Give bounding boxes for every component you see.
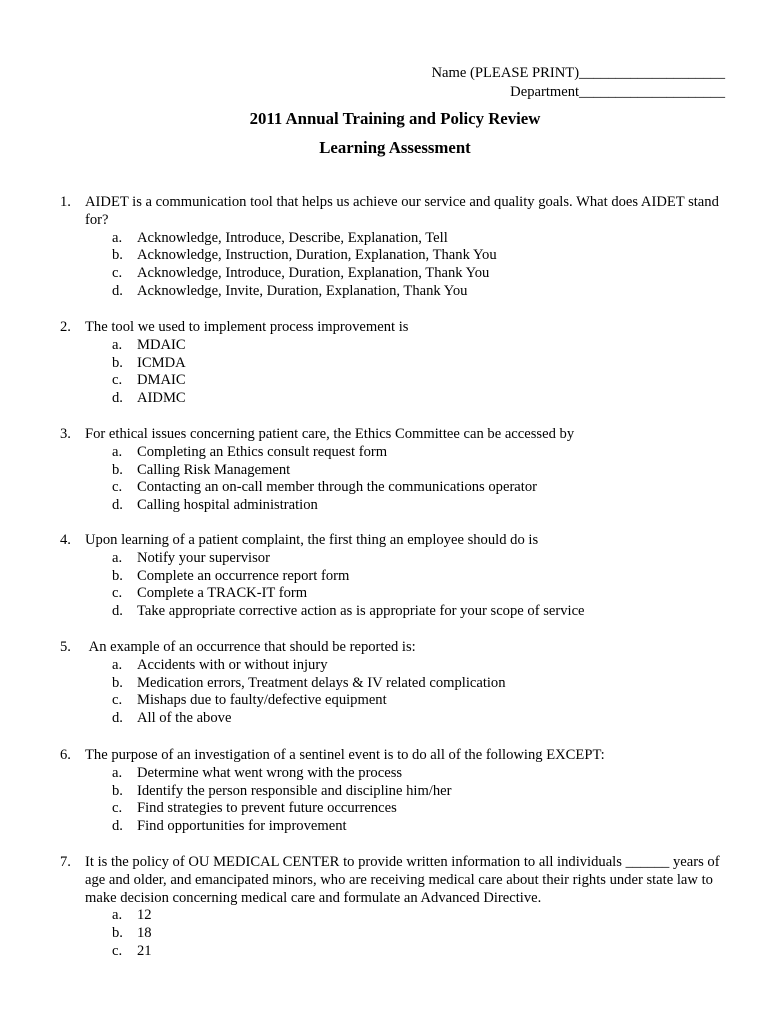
option-text: Contacting an on-call member through the communications operator <box>137 479 537 496</box>
question-text: AIDET is a communication tool that helps us achieve our service and quality goals. What does AIDET stand for? <box>85 194 723 228</box>
question-text: Upon learning of a patient complaint, the first thing an employee should do is <box>85 532 539 548</box>
answer-option <box>112 265 720 283</box>
option-text: Determine what went wrong with the process <box>137 764 403 781</box>
question-number: 2. <box>60 319 71 335</box>
option-letter: a. <box>112 229 123 246</box>
answer-option <box>112 818 720 836</box>
option-list <box>112 907 720 960</box>
answer-option <box>112 568 720 586</box>
question-number: 4. <box>60 532 71 548</box>
question-stem <box>60 194 723 230</box>
question-number: 7. <box>60 854 71 870</box>
answer-option <box>112 603 720 621</box>
answer-option <box>112 550 720 568</box>
question-2 <box>60 319 720 408</box>
answer-option <box>112 585 720 603</box>
option-letter: a. <box>112 336 123 353</box>
option-text: All of the above <box>137 710 232 727</box>
answer-option <box>112 692 720 710</box>
option-letter: b. <box>112 674 123 691</box>
option-letter: b. <box>112 461 123 478</box>
answer-option <box>112 462 720 480</box>
question-stem <box>60 854 724 907</box>
option-letter: c. <box>112 585 123 602</box>
question-number: 3. <box>60 426 71 442</box>
option-text: Acknowledge, Introduce, Duration, Explanation, Thank You <box>137 265 490 282</box>
option-letter: c. <box>112 265 123 282</box>
option-list <box>112 444 720 515</box>
question-1 <box>60 194 723 301</box>
question-6 <box>60 747 720 836</box>
option-text: Complete a TRACK-IT form <box>137 585 308 602</box>
option-letter: d. <box>112 818 123 835</box>
option-letter: c. <box>112 942 123 959</box>
option-text: Identify the person responsible and discipline him/her <box>137 782 452 799</box>
question-text: The purpose of an investigation of a sentinel event is to do all of the following EXCEPT: <box>85 747 605 763</box>
option-letter: c. <box>112 800 123 817</box>
option-letter: d. <box>112 603 123 620</box>
option-letter: a. <box>112 443 123 460</box>
option-letter: c. <box>112 692 123 709</box>
option-letter: a. <box>112 656 123 673</box>
answer-option <box>112 337 720 355</box>
option-text: AIDMC <box>137 390 186 407</box>
option-letter: a. <box>112 764 123 781</box>
option-letter: b. <box>112 925 123 942</box>
answer-option <box>112 710 720 728</box>
answer-option <box>112 247 720 265</box>
option-list <box>112 657 720 728</box>
option-letter: c. <box>112 479 123 496</box>
department-line: Department____________________ <box>510 84 725 100</box>
document-subtitle: Learning Assessment <box>319 138 471 157</box>
option-text: ICMDA <box>137 354 186 371</box>
option-text: Take appropriate corrective action as is appropriate for your scope of service <box>137 603 585 620</box>
answer-option <box>112 390 720 408</box>
question-number: 6. <box>60 747 71 763</box>
option-list <box>112 337 720 408</box>
option-letter: d. <box>112 497 123 514</box>
question-text: An example of an occurrence that should be reported is: <box>85 639 416 655</box>
answer-option <box>112 783 720 801</box>
option-letter: b. <box>112 247 123 264</box>
question-stem <box>60 426 720 444</box>
option-text: Acknowledge, Instruction, Duration, Explanation, Thank You <box>137 247 497 264</box>
question-5 <box>60 639 720 728</box>
option-text: MDAIC <box>137 336 186 353</box>
answer-option <box>112 283 720 301</box>
answer-option <box>112 675 720 693</box>
option-text: Complete an occurrence report form <box>137 567 350 584</box>
option-text: Notify your supervisor <box>137 549 270 566</box>
name-line: Name (PLEASE PRINT)____________________ <box>431 65 725 81</box>
option-list <box>112 550 720 621</box>
option-letter: b. <box>112 354 123 371</box>
option-text: DMAIC <box>137 372 186 389</box>
option-text: 12 <box>137 907 152 924</box>
option-text: Find opportunities for improvement <box>137 818 347 835</box>
question-text: The tool we used to implement process improvement is <box>85 319 409 335</box>
question-stem <box>60 319 720 337</box>
option-list <box>112 765 720 836</box>
option-text: 18 <box>137 925 152 942</box>
answer-option <box>112 230 720 248</box>
option-text: Calling Risk Management <box>137 461 291 478</box>
option-letter: a. <box>112 549 123 566</box>
option-letter: b. <box>112 782 123 799</box>
option-text: Medication errors, Treatment delays & IV related complication <box>137 674 506 691</box>
option-letter: a. <box>112 907 123 924</box>
option-text: Completing an Ethics consult request form <box>137 443 388 460</box>
answer-option <box>112 943 720 961</box>
option-letter: b. <box>112 567 123 584</box>
answer-option <box>112 497 720 515</box>
answer-option <box>112 657 720 675</box>
question-4 <box>60 532 720 621</box>
question-stem <box>60 639 720 657</box>
question-7 <box>60 854 724 961</box>
option-text: Calling hospital administration <box>137 497 318 514</box>
option-text: Acknowledge, Invite, Duration, Explanation, Thank You <box>137 282 468 299</box>
option-text: 21 <box>137 942 152 959</box>
question-text: It is the policy of OU MEDICAL CENTER to provide written information to all individuals ______ years of age and older, and emancipated minors, who are receiving medical care about their rights under state law to make decision concerning medical care and formulate an Advanced Directive. <box>85 854 724 906</box>
answer-option <box>112 372 720 390</box>
option-letter: c. <box>112 372 123 389</box>
option-list <box>112 230 720 301</box>
option-letter: d. <box>112 710 123 727</box>
answer-option <box>112 925 720 943</box>
answer-option <box>112 355 720 373</box>
option-text: Accidents with or without injury <box>137 656 328 673</box>
question-3 <box>60 426 720 515</box>
answer-option <box>112 907 720 925</box>
answer-option <box>112 800 720 818</box>
question-stem <box>60 747 720 765</box>
document-title: 2011 Annual Training and Policy Review <box>249 109 541 128</box>
question-stem <box>60 532 720 550</box>
answer-option <box>112 479 720 497</box>
option-text: Acknowledge, Introduce, Describe, Explanation, Tell <box>137 229 448 246</box>
question-number: 1. <box>60 194 71 210</box>
question-number: 5. <box>60 639 71 655</box>
option-letter: d. <box>112 282 123 299</box>
option-letter: d. <box>112 390 123 407</box>
option-text: Find strategies to prevent future occurrences <box>137 800 397 817</box>
answer-option <box>112 765 720 783</box>
option-text: Mishaps due to faulty/defective equipment <box>137 692 387 709</box>
question-text: For ethical issues concerning patient care, the Ethics Committee can be accessed by <box>85 426 575 442</box>
answer-option <box>112 444 720 462</box>
